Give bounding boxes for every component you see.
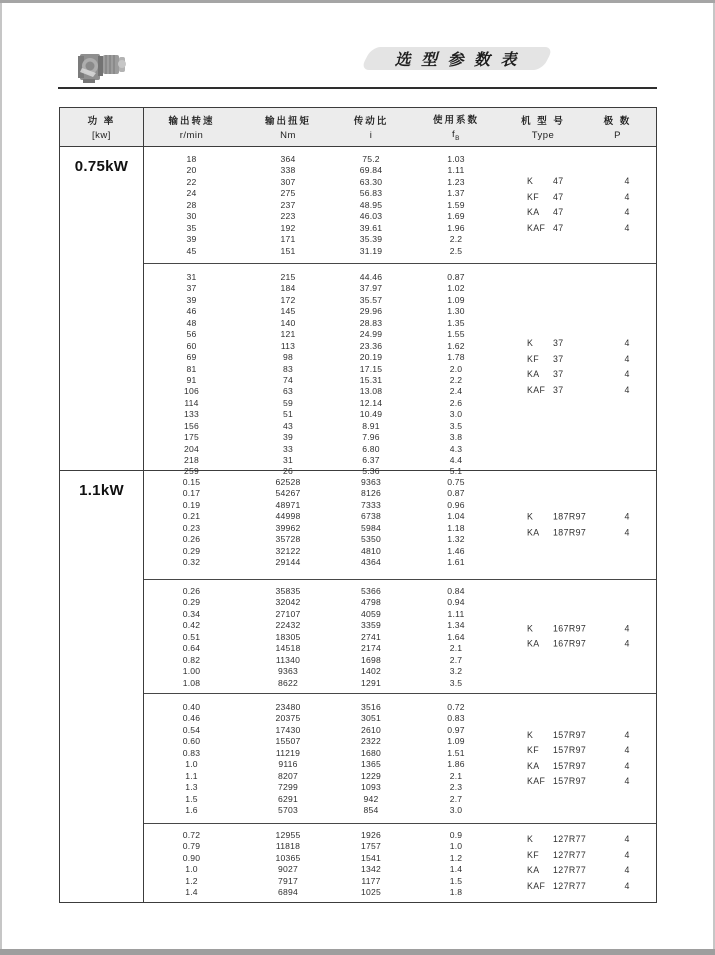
table-row: 0.15 62528 9363 0.75 xyxy=(182,477,465,487)
table-row: 0.40 23480 3516 0.72 xyxy=(182,702,465,712)
table-row: 35 192 39.61 1.96 xyxy=(186,222,465,233)
model-row: KAF 157R97 4 xyxy=(527,776,630,786)
table-row: 56 121 24.99 1.55 xyxy=(186,329,465,340)
table-row: 0.72 12955 1926 0.9 xyxy=(182,830,463,840)
table-row: 1.00 9363 1402 3.2 xyxy=(182,666,463,677)
table-row: 106 63 13.08 2.4 xyxy=(184,386,463,397)
model-row: KF 157R97 4 xyxy=(527,745,630,755)
table-row: 175 39 7.96 3.8 xyxy=(184,432,463,443)
table-row: 0.64 14518 2174 2.1 xyxy=(182,643,463,654)
model-list xyxy=(527,336,642,398)
table-row: 28 237 48.95 1.59 xyxy=(186,199,465,210)
model-row: K 187R97 4 xyxy=(527,511,630,522)
table-row: 0.26 35835 5366 0.84 xyxy=(182,586,465,596)
table-row: 114 59 12.14 2.6 xyxy=(184,397,463,408)
table-row: 1.2 7917 1177 1.5 xyxy=(185,875,463,886)
table-row: 22 307 63.30 1.23 xyxy=(186,176,465,187)
gearmotor-image xyxy=(74,46,129,87)
model-row: KA 167R97 4 xyxy=(527,638,630,649)
model-list xyxy=(527,728,642,790)
table-row: 91 74 15.31 2.2 xyxy=(186,374,463,385)
table-row: 30 223 46.03 1.69 xyxy=(186,211,465,222)
model-row: KA 157R97 4 xyxy=(527,760,630,771)
table-row: 81 83 17.15 2.0 xyxy=(186,363,463,374)
table-row: 0.51 18305 2741 1.64 xyxy=(182,631,465,642)
page-edge-top xyxy=(0,0,715,3)
table-row: 46 145 29.96 1.30 xyxy=(186,306,465,317)
table-row: 48 140 28.83 1.35 xyxy=(186,317,465,328)
table-row: 0.79 11818 1757 1.0 xyxy=(182,841,463,852)
model-row: K 47 4 xyxy=(527,176,630,186)
model-list xyxy=(527,174,642,236)
table-row: 0.26 35728 5350 1.32 xyxy=(182,534,465,545)
column-header-output-torque: 输出扭矩 Nm xyxy=(264,116,311,141)
table-row: 31 215 44.46 0.87 xyxy=(186,272,465,282)
table-row: 1.1 8207 1229 2.1 xyxy=(185,770,463,781)
table-row: 24 275 56.83 1.37 xyxy=(186,188,465,199)
table-row: 39 171 35.39 2.2 xyxy=(186,234,463,245)
table-row: 1.08 8622 1291 3.5 xyxy=(182,677,463,688)
model-row: KAF 47 4 xyxy=(527,222,630,233)
column-header-power: 功 率 [kw] xyxy=(60,108,144,146)
table-row: 1.0 9027 1342 1.4 xyxy=(185,864,463,875)
model-row: KA 37 4 xyxy=(527,369,630,379)
table-row: 0.82 11340 1698 2.7 xyxy=(182,654,463,665)
table-row: 0.60 15507 2322 1.09 xyxy=(182,736,465,747)
table-row: 1.3 7299 1093 2.3 xyxy=(185,782,463,793)
page-edge-bottom xyxy=(0,949,715,955)
table-row: 0.54 17430 2610 0.97 xyxy=(182,724,465,735)
table-row: 156 43 8.91 3.5 xyxy=(184,420,463,431)
table-row: 218 31 6.37 4.4 xyxy=(184,455,463,465)
table-row: 45 151 31.19 2.5 xyxy=(186,245,463,256)
power-section-label: 1.1kW xyxy=(60,471,144,902)
data-block xyxy=(144,579,656,693)
table-row: 0.17 54267 8126 0.87 xyxy=(182,488,465,499)
model-list xyxy=(527,621,642,652)
table-row: 204 33 6.80 4.3 xyxy=(184,443,463,454)
model-row: KA 127R77 4 xyxy=(527,865,630,875)
table-row: 0.19 48971 7333 0.96 xyxy=(182,499,465,510)
table-row: 37 184 37.97 1.02 xyxy=(186,283,465,294)
page-edge-left xyxy=(0,3,2,949)
table-row: 259 26 5.36 5.1 xyxy=(184,466,463,477)
model-list xyxy=(527,832,642,894)
gearmotor-icon xyxy=(74,46,129,87)
table-row: 69 98 20.19 1.78 xyxy=(186,352,465,363)
table-row: 20 338 69.84 1.11 xyxy=(186,165,465,176)
table-row: 0.34 27107 4059 1.11 xyxy=(182,608,465,619)
column-header-service-factor: 使用系数 $f_B$ xyxy=(432,115,479,142)
table-row: 0.83 11219 1680 1.51 xyxy=(182,747,465,758)
power-section-label: 0.75kW xyxy=(60,147,144,470)
table-row: 1.0 9116 1365 1.86 xyxy=(185,759,465,770)
column-header-type: 机 型 号 Type xyxy=(521,116,565,141)
column-header-output-speed: 输出转速 r/min xyxy=(168,116,215,141)
data-block xyxy=(144,823,656,902)
table-row: 0.29 32122 4810 1.46 xyxy=(182,545,465,556)
model-row: KA 47 4 xyxy=(527,207,630,217)
column-header-poles: 极 数 P xyxy=(603,116,632,141)
table-row: 18 364 75.2 1.03 xyxy=(186,154,465,164)
selection-parameter-table xyxy=(59,107,657,903)
model-row: KF 127R77 4 xyxy=(527,849,630,860)
model-row: KF 47 4 xyxy=(527,191,630,202)
page-title: 选 型 参 数 表 xyxy=(394,52,520,69)
data-block xyxy=(144,147,656,263)
table-row: 0.29 32042 4798 0.94 xyxy=(182,597,465,608)
table-row: 0.23 39962 5984 1.18 xyxy=(182,522,465,533)
model-row: KA 187R97 4 xyxy=(527,527,630,537)
data-block xyxy=(144,263,656,477)
power-section-075kw xyxy=(60,147,656,477)
table-row: 0.90 10365 1541 1.2 xyxy=(182,852,463,863)
model-list xyxy=(527,510,642,541)
table-row: 0.42 22432 3359 1.34 xyxy=(182,620,465,631)
power-section-11kw xyxy=(60,470,656,902)
table-row: 133 51 10.49 3.0 xyxy=(184,409,463,420)
header-divider-line xyxy=(58,87,657,89)
data-block xyxy=(144,693,656,823)
model-row: K 37 4 xyxy=(527,338,630,348)
model-row: K 127R77 4 xyxy=(527,834,630,844)
model-row: K 157R97 4 xyxy=(527,729,630,740)
table-header-row xyxy=(60,108,656,147)
data-block xyxy=(144,471,656,579)
column-header-ratio: 传动比 i xyxy=(353,116,389,141)
table-row: 1.4 6894 1025 1.8 xyxy=(185,887,463,898)
table-row: 0.32 29144 4364 1.61 xyxy=(182,557,465,568)
table-row: 39 172 35.57 1.09 xyxy=(186,294,465,305)
table-row: 1.6 5703 854 3.0 xyxy=(185,804,463,815)
model-row: KF 37 4 xyxy=(527,353,630,364)
model-row: KAF 127R77 4 xyxy=(527,880,630,891)
table-row: 60 113 23.36 1.62 xyxy=(186,340,465,351)
model-row: K 167R97 4 xyxy=(527,623,630,633)
table-row: 1.5 6291 942 2.7 xyxy=(185,793,463,804)
model-row: KAF 37 4 xyxy=(527,384,630,395)
table-row: 0.46 20375 3051 0.83 xyxy=(182,713,465,724)
table-row: 0.21 44998 6738 1.04 xyxy=(182,511,465,522)
